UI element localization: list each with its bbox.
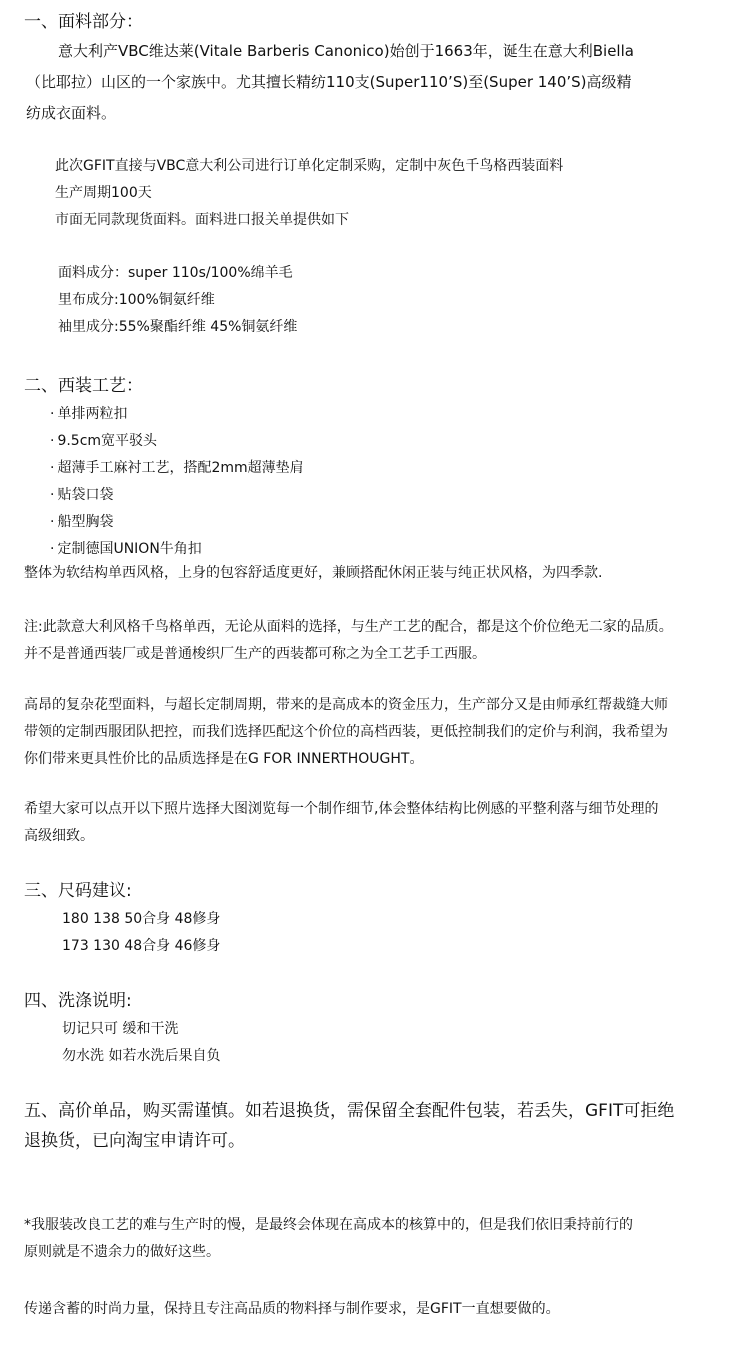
section-fabric-title: 一、面料部分：	[24, 12, 143, 32]
craft-item: · 9.5cm宽平驳头	[50, 428, 750, 455]
note-paragraph	[24, 614, 750, 668]
craft-item: · 船型胸袋	[50, 509, 750, 536]
note-line: 并不是普通西装厂或是普通梭织厂生产的西装都可称之为全工艺手工西服。	[24, 646, 486, 662]
cost-line: 高昂的复杂花型面料，与超长定制周期，带来的是高成本的资金压力，生产部分又是由师承红帮裁缝大师	[24, 697, 668, 713]
craft-item: · 超薄手工麻衬工艺，搭配2mm超薄垫肩	[50, 455, 750, 482]
closing-line: 原则就是不遗余力的做好这些。	[24, 1244, 220, 1260]
section-return-policy	[24, 1096, 750, 1156]
note-line: 注:此款意大利风格千鸟格单西，无论从面料的选择，与生产工艺的配合，都是这个价位绝无二家的品质。	[24, 619, 673, 635]
cost-line: 你们带来更具性价比的品质选择是在G FOR INNERTHOUGHT。	[24, 751, 424, 767]
wash-item: 切记只可 缓和干洗	[62, 1021, 179, 1037]
fabric-intro	[0, 36, 750, 129]
craft-item: · 单排两粒扣	[50, 401, 750, 428]
return-policy-line: 退换货，已向淘宝申请许可。	[24, 1131, 245, 1151]
composition-info	[58, 260, 750, 341]
closing-paragraph	[24, 1212, 750, 1266]
brand-statement: 传递含蓄的时尚力量，保持且专注高品质的物料择与制作要求，是GFIT一直想要做的。	[24, 1301, 560, 1317]
purchase-line: 此次GFIT直接与VBC意大利公司进行订单化定制采购，定制中灰色千鸟格西装面料	[55, 158, 564, 174]
craft-summary: 整体为软结构单西风格，上身的包容舒适度更好，兼顾搭配休闲正装与纯正状风格，为四季款.	[24, 565, 603, 581]
fabric-intro-line: 意大利产VBC维达莱(Vitale Barberis Canonico)始创于1663年，诞生在意大利Biella	[58, 42, 634, 60]
purchase-info	[55, 153, 750, 234]
size-item: 180 138 50合身 48修身	[62, 911, 221, 927]
detail-line: 高级细致。	[24, 828, 94, 844]
craft-list	[50, 401, 750, 563]
section-wash-title: 四、洗涤说明:	[24, 991, 132, 1011]
composition-line: 袖里成分:55%聚酯纤维 45%铜氨纤维	[58, 319, 298, 335]
fabric-intro-line: （比耶拉）山区的一个家族中。尤其擅长精纺110支(Super110’S)至(Super 140’S)高级精	[26, 73, 632, 91]
wash-list	[62, 1016, 750, 1070]
return-policy-line: 五、高价单品，购买需谨慎。如若退换货，需保留全套配件包装，若丢失，GFIT可拒绝	[24, 1101, 675, 1121]
cost-paragraph	[24, 692, 750, 773]
size-list	[62, 906, 750, 960]
purchase-line: 生产周期100天	[55, 185, 152, 201]
fabric-intro-line: 纺成衣面料。	[26, 104, 117, 122]
craft-item: · 定制德国UNION牛角扣	[50, 536, 750, 563]
wash-item: 勿水洗 如若水洗后果自负	[62, 1048, 221, 1064]
closing-line: *我服装改良工艺的难与生产时的慢，是最终会体现在高成本的核算中的，但是我们依旧秉持前行的	[24, 1217, 633, 1233]
composition-line: 面料成分：super 110s/100%绵羊毛	[58, 265, 293, 281]
purchase-line: 市面无同款现货面料。面料进口报关单提供如下	[55, 212, 349, 228]
detail-line: 希望大家可以点开以下照片选择大图浏览每一个制作细节,体会整体结构比例感的平整利落与细节处理的	[24, 801, 659, 817]
section-craft-title: 二、西装工艺：	[24, 376, 143, 396]
detail-paragraph	[24, 796, 750, 850]
craft-item: · 贴袋口袋	[50, 482, 750, 509]
section-size-title: 三、尺码建议:	[24, 881, 132, 901]
size-item: 173 130 48合身 46修身	[62, 938, 221, 954]
cost-line: 带领的定制西服团队把控，而我们选择匹配这个价位的高档西装，更低控制我们的定价与利润，我希望为	[24, 724, 668, 740]
composition-line: 里布成分:100%铜氨纤维	[58, 292, 215, 308]
